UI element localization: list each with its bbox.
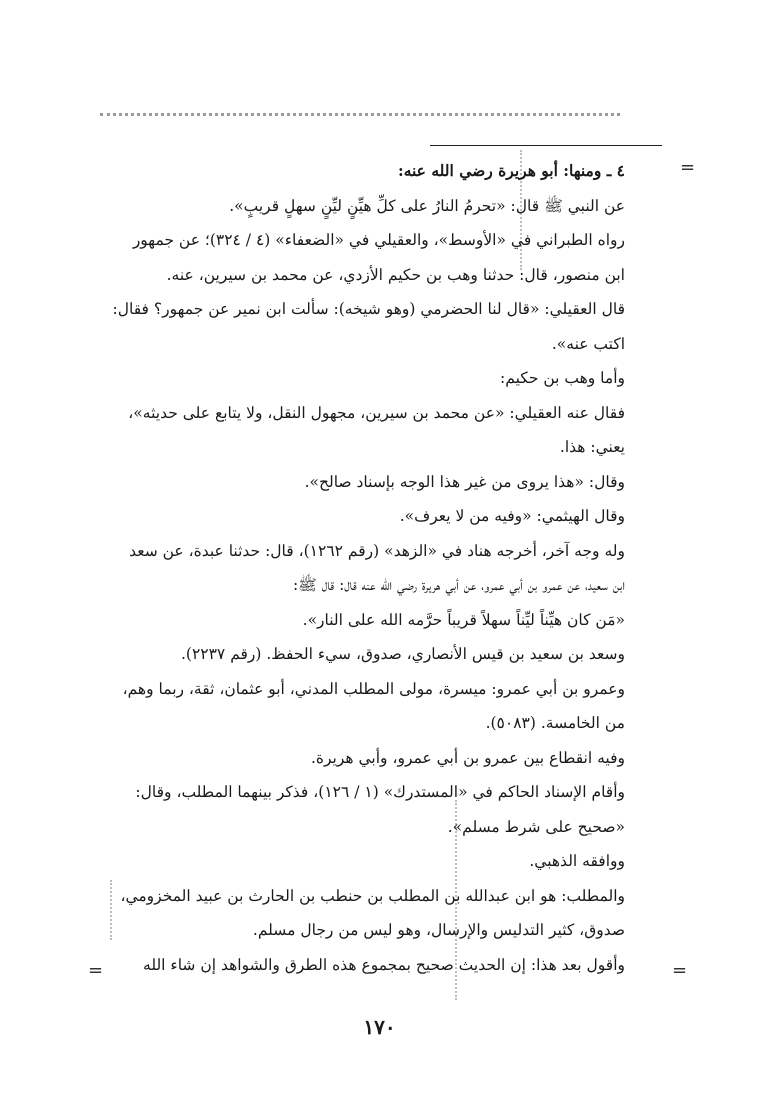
- margin-mark-top-right: =: [680, 157, 696, 178]
- text-line: وأقام الإسناد الحاكم في «المستدرك» (١ / ١٢٦)، فذكر بينهما المطلب، وقال:: [135, 783, 625, 801]
- text-line: «مَن كان هيِّناً ليِّناً سهلاً قريباً حرَّمه الله على النار».: [302, 610, 625, 629]
- text-line: ابن سعيد، عن عمرو بن أبي عمرو، عن أبي هريرة رضي الله عنه قال: قال ﷺ:: [292, 576, 625, 594]
- text-line: ابن منصور، قال: حدثنا وهب بن حكيم الأزدي، عن محمد بن سيرين، عنه.: [166, 265, 625, 284]
- text-line: وقال الهيثمي: «وفيه من لا يعرف».: [399, 507, 625, 525]
- top-rule: [430, 145, 662, 146]
- text-line: فقال عنه العقيلي: «عن محمد بن سيرين، مجهول النقل، ولا يتابع على حديثه»،: [128, 403, 625, 422]
- text-line: عن النبي ﷺ قال: «تحرمُ النارُ على كلِّ هيِّنٍ ليِّنٍ سهلٍ قريبٍ».: [229, 196, 625, 215]
- body-text: [100, 154, 625, 982]
- text-line: ووافقه الذهبي.: [529, 852, 625, 870]
- text-line: وأقول بعد هذا: إن الحديث صحيح بمجموع هذه الطرق والشواهد إن شاء الله: [143, 955, 625, 974]
- text-line: يعني: هذا.: [559, 438, 625, 456]
- margin-mark-bottom-right: =: [672, 960, 688, 981]
- text-line: وعمرو بن أبي عمرو: ميسرة، مولى المطلب المدني، أبو عثمان، ثقة، ربما وهم،: [122, 679, 625, 698]
- text-line: صدوق، كثير التدليس والإرسال، وهو ليس من رجال مسلم.: [252, 921, 625, 939]
- text-line: وأما وهب بن حكيم:: [500, 369, 625, 387]
- text-line: قال العقيلي: «قال لنا الحضرمي (وهو شيخه): سألت ابن نمير عن جمهور؟ فقال:: [112, 300, 625, 318]
- text-line: رواه الطبراني في «الأوسط»، والعقيلي في «الضعفاء» (٤ / ٣٢٤)؛ عن جمهور: [132, 231, 625, 249]
- section-heading: ٤ ـ ومنها: أبو هريرة رضي الله عنه:: [397, 161, 625, 180]
- text-line: من الخامسة. (٥٠٨٣).: [485, 714, 625, 732]
- text-line: وله وجه آخر، أخرجه هناد في «الزهد» (رقم ١٢٦٢)، قال: حدثنا عبدة، عن سعد: [129, 541, 625, 560]
- margin-mark-bottom-left: =: [88, 960, 104, 981]
- top-dotted-border: [100, 113, 620, 126]
- text-line: وقال: «هذا يروى من غير هذا الوجه بإسناد صالح».: [304, 472, 625, 491]
- text-line: وسعد بن سعيد بن قيس الأنصاري، صدوق، سيء الحفظ. (رقم ٢٢٣٧).: [180, 645, 625, 663]
- text-line: والمطلب: هو ابن عبدالله بن المطلب بن حنطب بن الحارث بن عبيد المخزومي،: [120, 886, 625, 905]
- text-line: اكتب عنه».: [551, 334, 625, 353]
- text-line: وفيه انقطاع بين عمرو بن أبي عمرو، وأبي هريرة.: [310, 748, 625, 767]
- text-line: «صحيح على شرط مسلم».: [447, 817, 625, 836]
- page-number: ١٧٠: [363, 1015, 396, 1039]
